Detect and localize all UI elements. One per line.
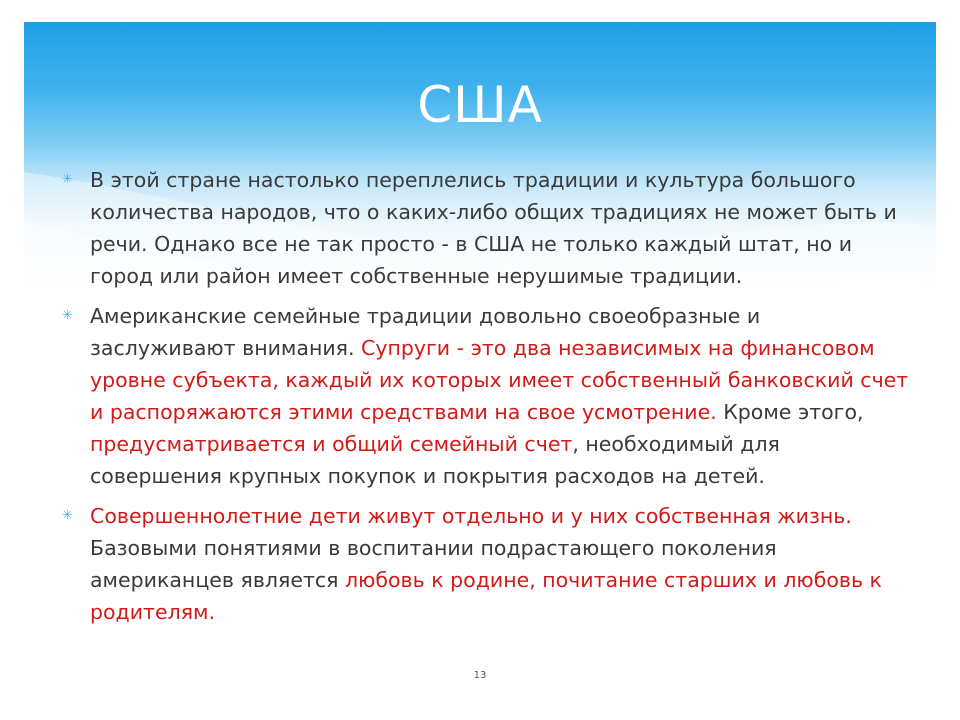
bullet-text: Кроме этого, bbox=[716, 400, 864, 424]
asterisk-icon: ✳ bbox=[62, 308, 73, 323]
asterisk-icon: ✳ bbox=[62, 172, 73, 187]
page-number: 13 bbox=[473, 670, 487, 681]
asterisk-icon: ✳ bbox=[62, 508, 73, 523]
bullet-text: , необходимый для совершения крупных покупок и покрытия расходов на детей. bbox=[90, 432, 780, 488]
bullet-item bbox=[62, 164, 912, 292]
bullet-item bbox=[62, 300, 912, 492]
highlighted-text: Совершеннолетние дети живут отдельно и у них собственная жизнь. bbox=[90, 504, 852, 528]
highlighted-text: любовь к родине, почитание старших и любовь к родителям. bbox=[90, 568, 882, 624]
bullet-text: Базовыми понятиями в воспитании подрастающего поколения американцев является bbox=[90, 536, 777, 592]
highlighted-text: предусматривается и общий семейный счет bbox=[90, 432, 573, 456]
bullet-text: Американские семейные традиции довольно своеобразные и заслуживают внимания. bbox=[90, 304, 761, 360]
slide-title: США bbox=[417, 76, 543, 134]
bullet-item bbox=[62, 500, 912, 628]
bullet-list bbox=[62, 164, 912, 636]
bullet-text: В этой стране настолько переплелись традиции и культура большого количества народов, что о каких-либо общих традициях не может быть и речи. Однако все не так просто - в США не только каждый штат, но и город или район имеет собственные нерушимые традиции. bbox=[90, 168, 897, 288]
highlighted-text: Супруги - это два независимых на финансовом уровне субъекта, каждый их которых имеет собственный банковский счет и распоряжаются этими средствами на свое усмотрение. bbox=[90, 336, 909, 424]
